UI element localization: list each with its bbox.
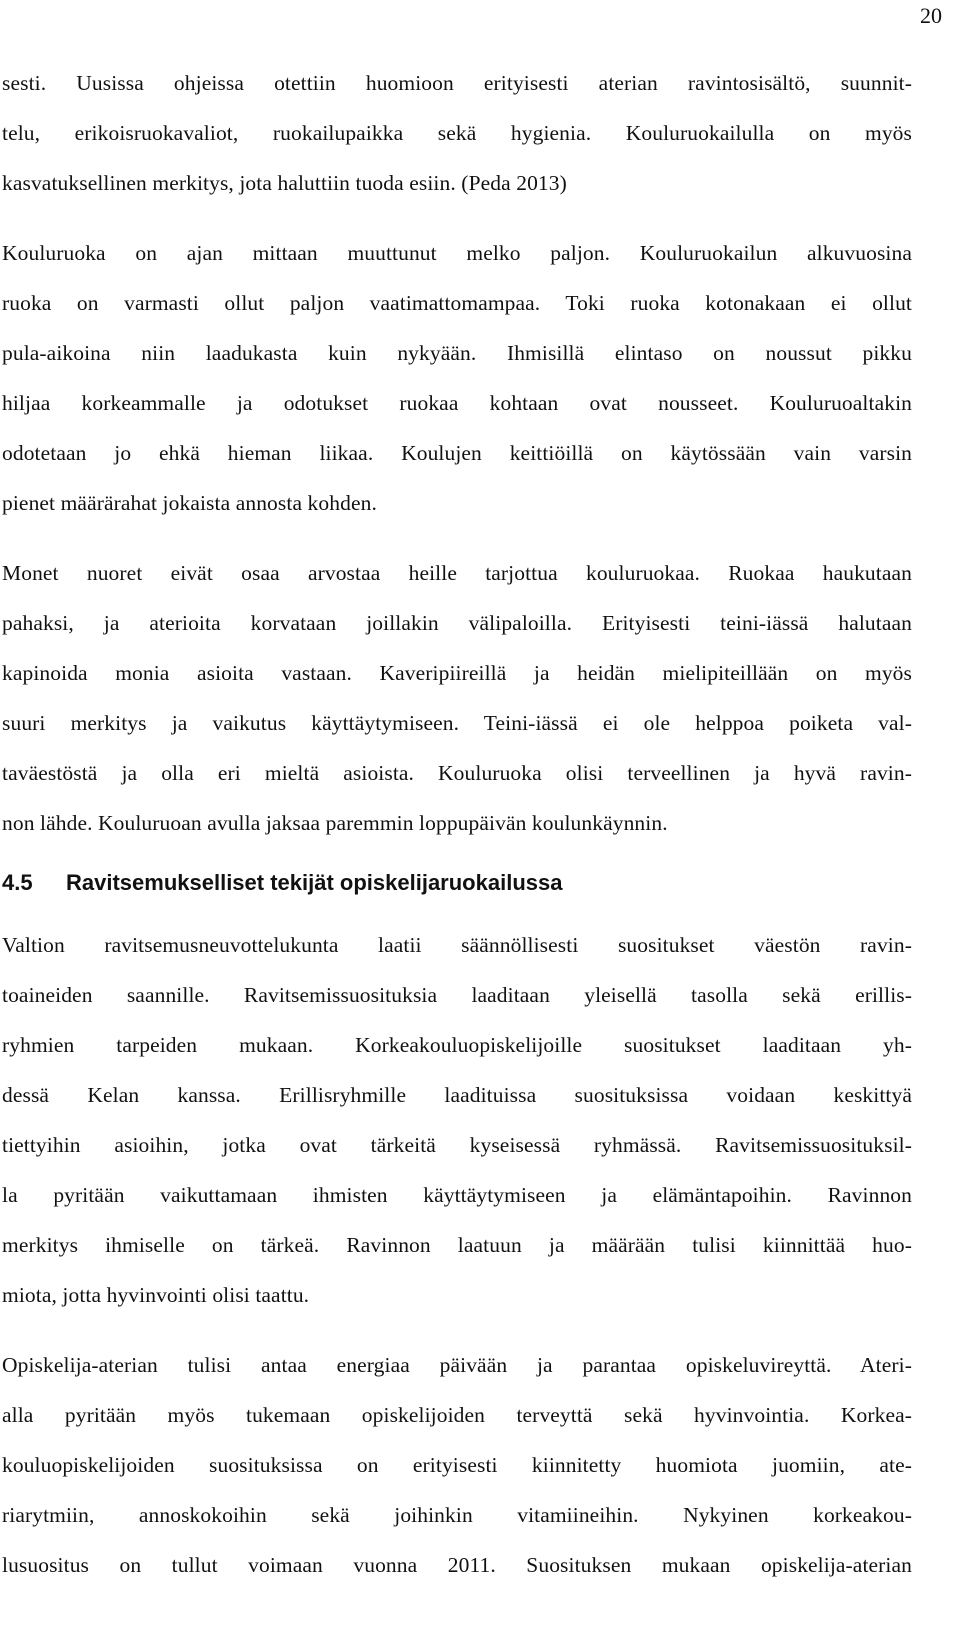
text-line: miota, jotta hyvinvointi olisi taattu. (2, 1283, 310, 1307)
paragraph-2 (2, 228, 912, 528)
text-line: kouluopiskelijoiden suosituksissa on erityisesti kiinnitetty huomiota juomiin, ate- (2, 1453, 912, 1477)
text-line: pahaksi, ja aterioita korvataan joillakin välipaloilla. Erityisesti teini-iässä halutaan (2, 611, 912, 635)
section-heading (2, 858, 912, 908)
text-line: Kouluruoka on ajan mittaan muuttunut melko paljon. Kouluruokailun alkuvuosina (2, 241, 912, 265)
text-line: Valtion ravitsemusneuvottelukunta laatii säännöllisesti suositukset väestön ravin- (2, 933, 912, 957)
text-line: lusuositus on tullut voimaan vuonna 2011. Suosituksen mukaan opiskelija-aterian (2, 1553, 912, 1577)
text-line: pienet määrärahat jokaista annosta kohden. (2, 491, 377, 515)
text-line: dessä Kelan kanssa. Erillisryhmille laadituissa suosituksissa voidaan keskittyä (2, 1083, 912, 1107)
text-line: Opiskelija-aterian tulisi antaa energiaa päivään ja parantaa opiskeluvireyttä. Ateri- (2, 1353, 912, 1377)
section-number: 4.5 (2, 870, 33, 895)
text-line: telu, erikoisruokavaliot, ruokailupaikka sekä hygienia. Kouluruokailulla on myös (2, 121, 912, 145)
text-line: ryhmien tarpeiden mukaan. Korkeakouluopiskelijoille suositukset laaditaan yh- (2, 1033, 912, 1057)
text-line: alla pyritään myös tukemaan opiskelijoiden terveyttä sekä hyvinvointia. Korkea- (2, 1403, 912, 1427)
text-line: sesti. Uusissa ohjeissa otettiin huomioon erityisesti aterian ravintosisältö, suunnit- (2, 71, 912, 95)
text-line: riarytmiin, annoskokoihin sekä joihinkin vitamiineihin. Nykyinen korkeakou- (2, 1503, 912, 1527)
page-number: 20 (920, 3, 942, 28)
paragraph-3 (2, 548, 912, 848)
text-line: suuri merkitys ja vaikutus käyttäytymiseen. Teini-iässä ei ole helppoa poiketa val- (2, 711, 912, 735)
text-line: pula-aikoina niin laadukasta kuin nykyään. Ihmisillä elintaso on noussut pikku (2, 341, 912, 365)
text-line: kasvatuksellinen merkitys, jota haluttiin tuoda esiin. (Peda 2013) (2, 171, 567, 195)
document-body (2, 58, 912, 1590)
text-line: non lähde. Kouluruoan avulla jaksaa paremmin loppupäivän koulunkäynnin. (2, 811, 668, 835)
text-line: hiljaa korkeammalle ja odotukset ruokaa kohtaan ovat nousseet. Kouluruoaltakin (2, 391, 912, 415)
text-line: odotetaan jo ehkä hieman liikaa. Koulujen keittiöillä on käytössään vain varsin (2, 441, 912, 465)
paragraph-1 (2, 58, 912, 208)
text-line: merkitys ihmiselle on tärkeä. Ravinnon laatuun ja määrään tulisi kiinnittää huo- (2, 1233, 912, 1257)
paragraph-4 (2, 920, 912, 1320)
text-line: Monet nuoret eivät osaa arvostaa heille tarjottua kouluruokaa. Ruokaa haukutaan (2, 561, 912, 585)
paragraph-5 (2, 1340, 912, 1590)
section-title: Ravitsemukselliset tekijät opiskelijaruokailussa (66, 870, 563, 895)
text-line: taväestöstä ja olla eri mieltä asioista. Kouluruoka olisi terveellinen ja hyvä ravin- (2, 761, 912, 785)
text-line: kapinoida monia asioita vastaan. Kaveripiireillä ja heidän mielipiteillään on myös (2, 661, 912, 685)
text-line: tiettyihin asioihin, jotka ovat tärkeitä kyseisessä ryhmässä. Ravitsemissuosituksil- (2, 1133, 912, 1157)
text-line: toaineiden saannille. Ravitsemissuosituksia laaditaan yleisellä tasolla sekä erillis- (2, 983, 912, 1007)
text-line: ruoka on varmasti ollut paljon vaatimattomampaa. Toki ruoka kotonakaan ei ollut (2, 291, 912, 315)
text-line: la pyritään vaikuttamaan ihmisten käyttäytymiseen ja elämäntapoihin. Ravinnon (2, 1183, 912, 1207)
